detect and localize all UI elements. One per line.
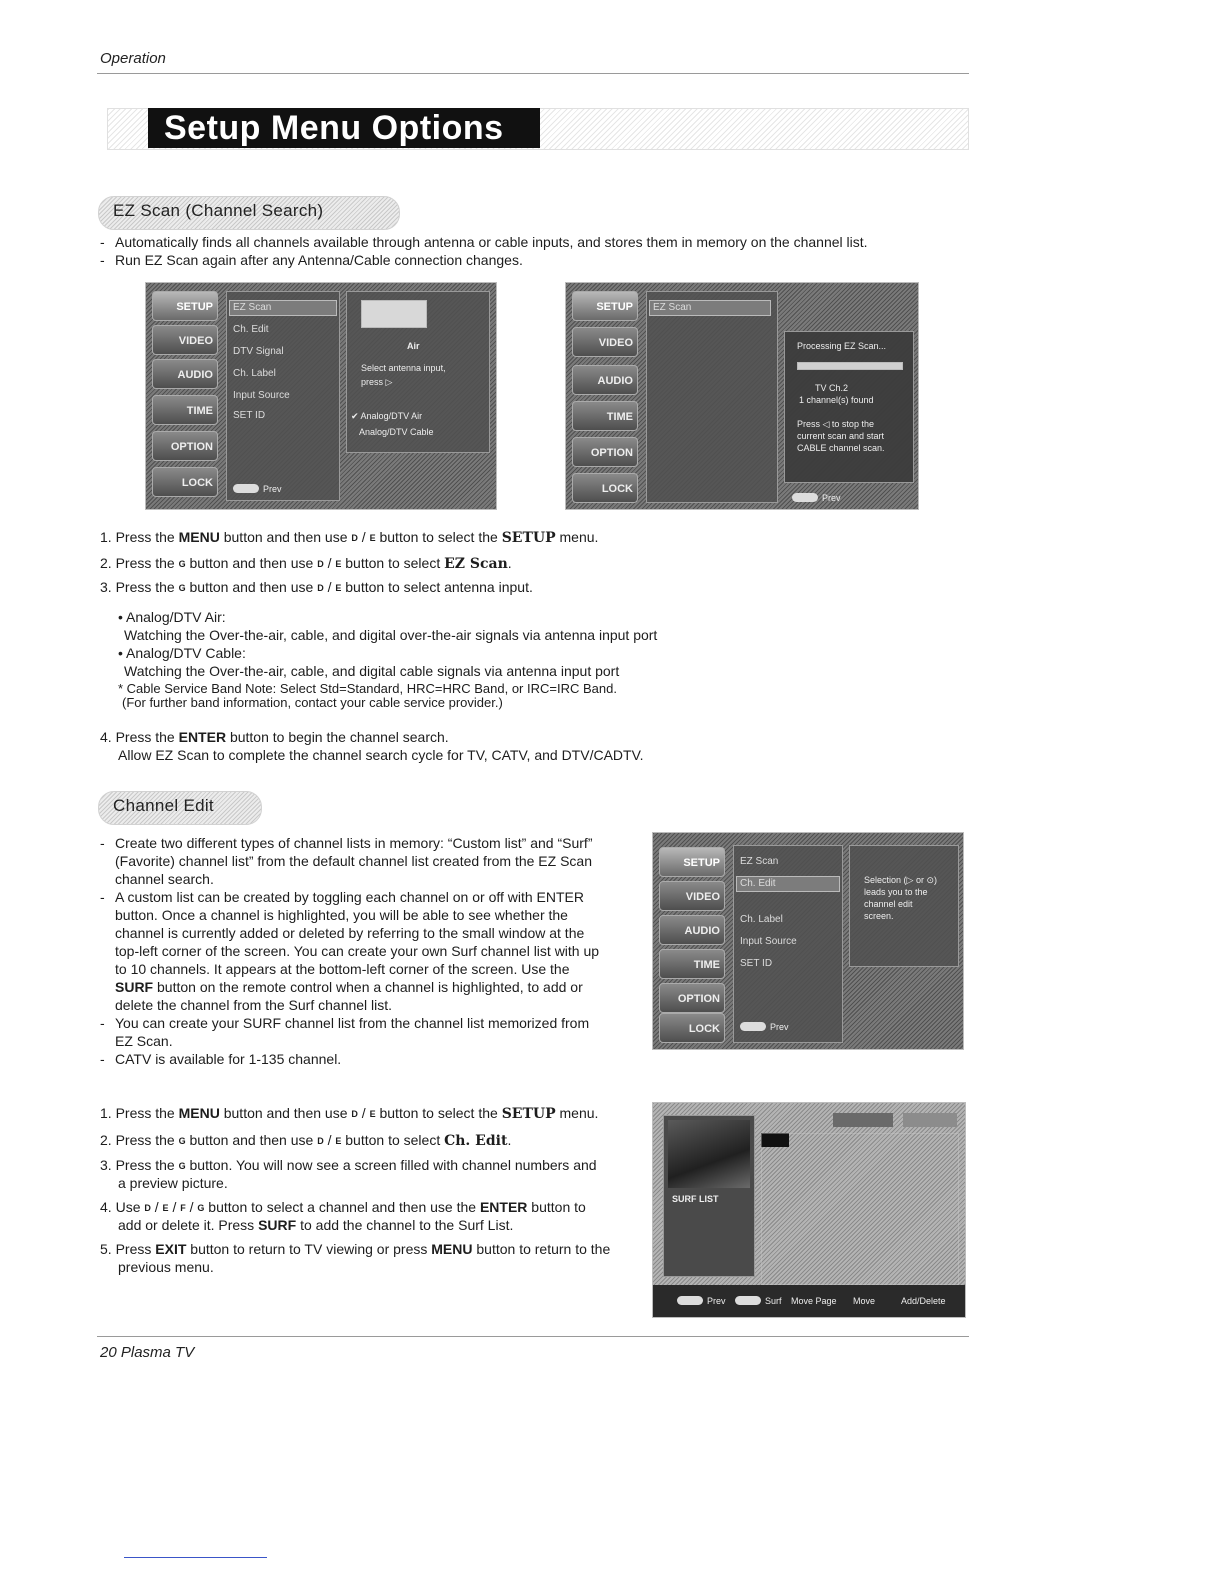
popup-line: CABLE channel scan. <box>797 443 885 453</box>
ce-step-5-cont: previous menu. <box>118 1259 214 1275</box>
ez-intro-1: Automatically finds all channels available through antenna or cable inputs, and stores them in memory on the channel list. <box>115 234 868 250</box>
video-tab: VIDEO <box>659 881 725 911</box>
video-tab: VIDEO <box>572 327 638 357</box>
dash: - <box>100 835 105 851</box>
time-tab: TIME <box>572 401 638 431</box>
cable-band-note-2: (For further band information, contact your cable service provider.) <box>122 695 503 710</box>
lock-tab: LOCK <box>152 467 218 497</box>
footer-rule <box>97 1336 969 1337</box>
setup-menu-panel <box>646 291 778 503</box>
menu-item: Ch. Edit <box>740 878 776 889</box>
dash: - <box>100 1015 105 1031</box>
footer-hint: Prev <box>677 1296 726 1306</box>
setup-tab: SETUP <box>659 847 725 877</box>
lock-tab: LOCK <box>659 1013 725 1043</box>
surf-list-label: SURF LIST <box>672 1194 719 1204</box>
video-tab: VIDEO <box>152 325 218 355</box>
dash: - <box>100 252 105 268</box>
menu-item: Ch. Edit <box>233 324 269 335</box>
menu-item: EZ Scan <box>740 856 779 867</box>
ce-bullet-1-line: Create two different types of channel lists in memory: “Custom list” and “Surf” <box>115 835 593 851</box>
setup-menu-panel <box>733 845 843 1043</box>
prev-hint: Prev <box>233 484 282 494</box>
ez-scan-heading-pill <box>98 196 400 230</box>
ce-step-4-cont: add or delete it. Press SURF to add the channel to the Surf List. <box>118 1217 514 1233</box>
popup-line: screen. <box>864 911 894 921</box>
popup-line: leads you to the <box>864 887 928 897</box>
grid-tab <box>833 1113 893 1127</box>
prev-hint: Prev <box>740 1022 789 1032</box>
ce-bullet-1-line: (Favorite) channel list” from the default channel list created from the EZ Scan <box>115 853 592 869</box>
ce-bullet-2-line: button. Once a channel is highlighted, you will be able to see whether the <box>115 907 568 923</box>
channel-edit-heading-pill <box>98 791 262 825</box>
grid-footer-bar <box>653 1285 965 1317</box>
option-tab: OPTION <box>659 983 725 1013</box>
footer-page-label: 20 Plasma TV <box>100 1344 195 1361</box>
footer-hint: Add/Delete <box>901 1296 946 1306</box>
popup-line: Processing EZ Scan... <box>797 341 887 351</box>
lock-tab: LOCK <box>572 473 638 503</box>
menu-item: EZ Scan <box>653 302 692 313</box>
popup-option: Analog/DTV Cable <box>359 427 434 437</box>
ce-bullet-3-line: EZ Scan. <box>115 1033 173 1049</box>
popup-line: press ▷ <box>361 377 393 387</box>
analog-air-desc: Watching the Over-the-air, cable, and digital over-the-air signals via antenna input port <box>124 627 658 643</box>
channel-grid <box>761 1133 959 1285</box>
menu-item: Ch. Label <box>233 368 276 379</box>
menu-item: EZ Scan <box>233 302 272 313</box>
popup-line: Press ◁ to stop the <box>797 419 874 429</box>
audio-tab: AUDIO <box>152 359 218 389</box>
ce-step-3-cont: a preview picture. <box>118 1175 228 1191</box>
setup-menu-panel <box>226 291 340 501</box>
ce-bullet-3-line: You can create your SURF channel list from the channel list memorized from <box>115 1015 590 1031</box>
prev-hint: Prev <box>792 493 841 503</box>
menu-item: SET ID <box>233 410 266 421</box>
ez-step-4-detail: Allow EZ Scan to complete the channel search cycle for TV, CATV, and DTV/CADTV. <box>118 747 644 763</box>
analog-cable-title: • Analog/DTV Cable: <box>118 645 246 661</box>
ce-step-4: 4. Use D / E / F / G button to select a channel and then use the ENTER button to <box>100 1199 586 1215</box>
analog-cable-desc: Watching the Over-the-air, cable, and digital cable signals via antenna input port <box>124 663 620 679</box>
popup-option: ✔ Analog/DTV Air <box>351 411 423 421</box>
channel-edit-popup <box>849 845 959 967</box>
header-rule <box>97 73 969 74</box>
preview-picture <box>668 1120 750 1188</box>
scan-progress-popup <box>784 331 914 483</box>
menu-item: SET ID <box>740 958 773 969</box>
ce-step-2: 2. Press the G button and then use D / E button to select Ch. Edit. <box>100 1132 512 1149</box>
popup-title: Air <box>407 341 420 351</box>
preview-window <box>663 1115 755 1277</box>
menu-item: Ch. Label <box>740 914 783 925</box>
setup-tab: SETUP <box>572 291 638 321</box>
channel-edit-screenshot-2 <box>652 1102 966 1318</box>
menu-item: Input Source <box>233 390 290 401</box>
popup-line: 1 channel(s) found <box>799 395 874 405</box>
footer-hint: Move Page <box>791 1296 837 1306</box>
ce-bullet-1-line: channel search. <box>115 871 214 887</box>
popup-line: current scan and start <box>797 431 885 441</box>
ce-step-1: 1. Press the MENU button and then use D / E button to select the SETUP menu. <box>100 1105 599 1122</box>
popup-line: channel edit <box>864 899 913 909</box>
ce-bullet-4: CATV is available for 1-135 channel. <box>115 1051 342 1067</box>
ez-step-3: 3. Press the G button and then use D / E button to select antenna input. <box>100 579 533 595</box>
ez-step-4: 4. Press the ENTER button to begin the channel search. <box>100 729 449 745</box>
option-tab: OPTION <box>572 437 638 467</box>
header-section-label: Operation <box>100 50 166 67</box>
ce-bullet-2-line: channel is currently added or deleted by referring to the small window at the <box>115 925 585 941</box>
ez-scan-screenshot-2 <box>565 282 919 510</box>
ce-bullet-2-line: to 10 channels. It appears at the bottom-left corner of the screen. Use the <box>115 961 570 977</box>
ez-step-2: 2. Press the G button and then use D / E button to select EZ Scan. <box>100 555 512 572</box>
audio-tab: AUDIO <box>659 915 725 945</box>
ez-scan-screenshot-1 <box>145 282 497 510</box>
ce-bullet-2-line: top-left corner of the screen. You can create your own Surf channel list with up <box>115 943 600 959</box>
channel-edit-heading: Channel Edit <box>113 796 214 815</box>
scan-progress-bar <box>797 362 903 370</box>
analog-air-title: • Analog/DTV Air: <box>118 609 226 625</box>
ce-bullet-2-line: SURF button on the remote control when a channel is highlighted, to add or <box>115 979 583 995</box>
bottom-link-line <box>124 1557 267 1558</box>
grid-tab <box>903 1113 957 1127</box>
popup-line: Selection (▷ or ⊙) <box>864 875 937 885</box>
ez-intro-2: Run EZ Scan again after any Antenna/Cable connection changes. <box>115 252 523 268</box>
audio-tab: AUDIO <box>572 365 638 395</box>
ez-scan-heading: EZ Scan (Channel Search) <box>113 201 324 220</box>
popup-line: Select antenna input, <box>361 363 446 373</box>
channel-edit-screenshot-1 <box>652 832 964 1050</box>
dash: - <box>100 1051 105 1067</box>
ce-step-3: 3. Press the G button. You will now see a screen filled with channel numbers and <box>100 1157 597 1173</box>
time-tab: TIME <box>659 949 725 979</box>
popup-line: TV Ch.2 <box>815 383 849 393</box>
title-box <box>148 108 540 148</box>
antenna-popup <box>346 291 490 453</box>
ce-step-5: 5. Press EXIT button to return to TV viewing or press MENU button to return to the <box>100 1241 611 1257</box>
cable-band-note: * Cable Service Band Note: Select Std=Standard, HRC=HRC Band, or IRC=IRC Band. <box>118 681 617 696</box>
ce-bullet-2-line: delete the channel from the Surf channel list. <box>115 997 393 1013</box>
time-tab: TIME <box>152 395 218 425</box>
option-tab: OPTION <box>152 431 218 461</box>
ez-step-1: 1. Press the MENU button and then use D / E button to select the SETUP menu. <box>100 529 599 546</box>
ce-bullet-2-line: A custom list can be created by toggling each channel on or off with ENTER <box>115 889 584 905</box>
page-title: Setup Menu Options <box>164 109 504 147</box>
dash: - <box>100 234 105 250</box>
menu-item: DTV Signal <box>233 346 284 357</box>
menu-item: Input Source <box>740 936 797 947</box>
footer-hint: Surf <box>735 1296 782 1306</box>
setup-tab: SETUP <box>152 291 218 321</box>
footer-hint: Move <box>853 1296 876 1306</box>
dash: - <box>100 889 105 905</box>
